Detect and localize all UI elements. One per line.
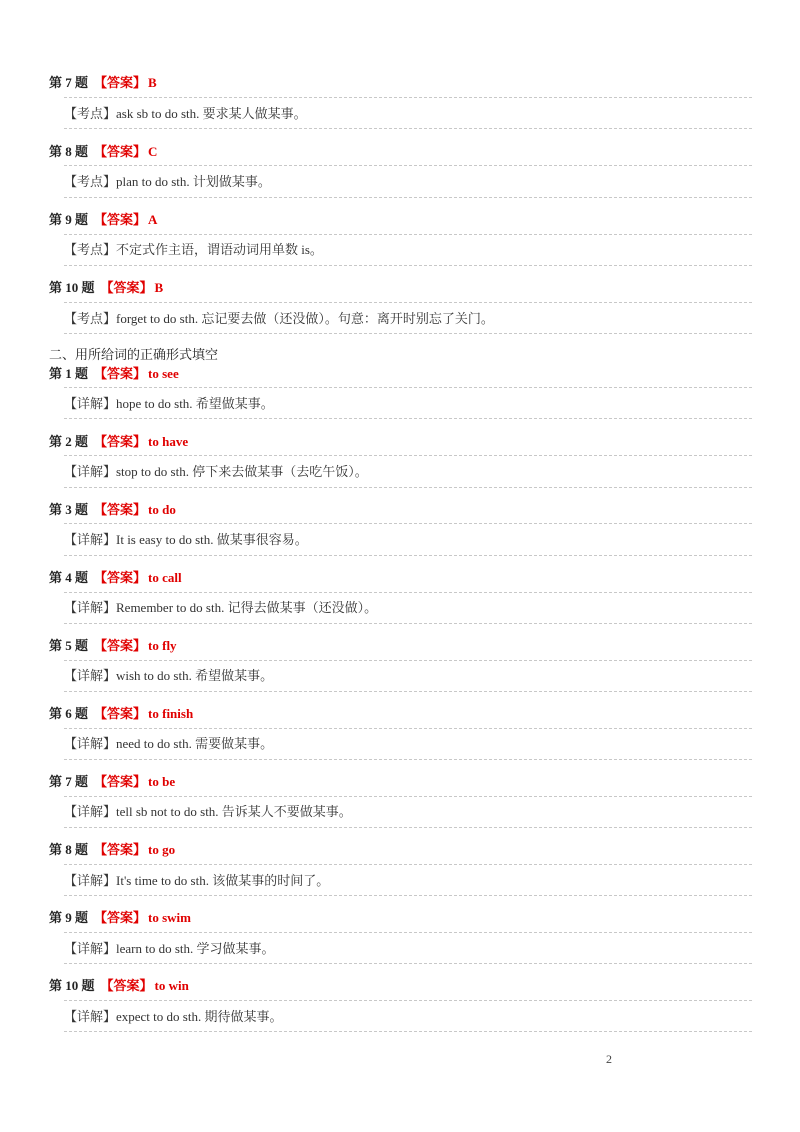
dashed-rule: [64, 1031, 752, 1032]
question-heading: 第 7 题 【答案】 B: [49, 75, 157, 90]
dashed-rule: [64, 827, 752, 828]
question-heading: 第 2 题 【答案】 to have: [49, 434, 189, 449]
dashed-rule: [64, 963, 752, 964]
explanation-text: 【详解】need to do sth. 需要做某事。: [64, 736, 274, 751]
dashed-rule: [64, 932, 752, 933]
dashed-rule: [64, 660, 752, 661]
dashed-rule: [64, 455, 752, 456]
dashed-rule: [64, 895, 752, 896]
dashed-rule: [64, 623, 752, 624]
explanation-text: 【详解】Remember to do sth. 记得去做某事（还没做）。: [64, 600, 378, 615]
question-heading: 第 8 题 【答案】 C: [49, 144, 158, 159]
explanation-text: 【详解】wish to do sth. 希望做某事。: [64, 668, 274, 683]
dashed-rule: [64, 759, 752, 760]
dashed-rule: [64, 165, 752, 166]
dashed-rule: [64, 97, 752, 98]
dashed-rule: [64, 1000, 752, 1001]
question-heading: 第 9 题 【答案】 to swim: [49, 910, 191, 925]
question-heading: 第 1 题 【答案】 to see: [49, 366, 179, 381]
question-heading: 第 10 题 【答案】 to win: [49, 978, 189, 993]
question-heading: 第 10 题 【答案】 B: [49, 280, 164, 295]
dashed-rule: [64, 523, 752, 524]
explanation-text: 【考点】forget to do sth. 忘记要去做（还没做）。句意：离开时别忘了关门。: [64, 311, 494, 326]
question-heading: 第 7 题 【答案】 to be: [49, 774, 176, 789]
dashed-rule: [64, 234, 752, 235]
question-heading: 第 4 题 【答案】 to call: [49, 570, 182, 585]
page-number: 2: [606, 1052, 612, 1066]
question-heading: 第 3 题 【答案】 to do: [49, 502, 176, 517]
dashed-rule: [64, 592, 752, 593]
dashed-rule: [64, 691, 752, 692]
dashed-rule: [64, 128, 752, 129]
dashed-rule: [64, 197, 752, 198]
dashed-rule: [64, 333, 752, 334]
explanation-text: 【详解】stop to do sth. 停下来去做某事（去吃午饭）。: [64, 464, 368, 479]
explanation-text: 【详解】hope to do sth. 希望做某事。: [64, 396, 274, 411]
question-heading: 第 6 题 【答案】 to finish: [49, 706, 194, 721]
explanation-text: 【详解】It's time to do sth. 该做某事的时间了。: [64, 873, 330, 888]
explanation-text: 【考点】plan to do sth. 计划做某事。: [64, 174, 271, 189]
dashed-rule: [64, 487, 752, 488]
question-heading: 第 5 题 【答案】 to fly: [49, 638, 177, 653]
dashed-rule: [64, 387, 752, 388]
explanation-text: 【考点】ask sb to do sth. 要求某人做某事。: [64, 106, 307, 121]
explanation-text: 【详解】It is easy to do sth. 做某事很容易。: [64, 532, 308, 547]
dashed-rule: [64, 728, 752, 729]
explanation-text: 【详解】expect to do sth. 期待做某事。: [64, 1009, 283, 1024]
dashed-rule: [64, 302, 752, 303]
explanation-text: 【详解】learn to do sth. 学习做某事。: [64, 941, 275, 956]
explanation-text: 【详解】tell sb not to do sth. 告诉某人不要做某事。: [64, 804, 352, 819]
dashed-rule: [64, 555, 752, 556]
dashed-rule: [64, 864, 752, 865]
question-heading: 第 8 题 【答案】 to go: [49, 842, 176, 857]
question-heading: 第 9 题 【答案】 A: [49, 212, 158, 227]
dashed-rule: [64, 418, 752, 419]
dashed-rule: [64, 796, 752, 797]
section-title: 二、用所给词的正确形式填空: [49, 347, 219, 362]
explanation-text: 【考点】不定式作主语，谓语动词用单数 is。: [64, 242, 323, 257]
dashed-rule: [64, 265, 752, 266]
